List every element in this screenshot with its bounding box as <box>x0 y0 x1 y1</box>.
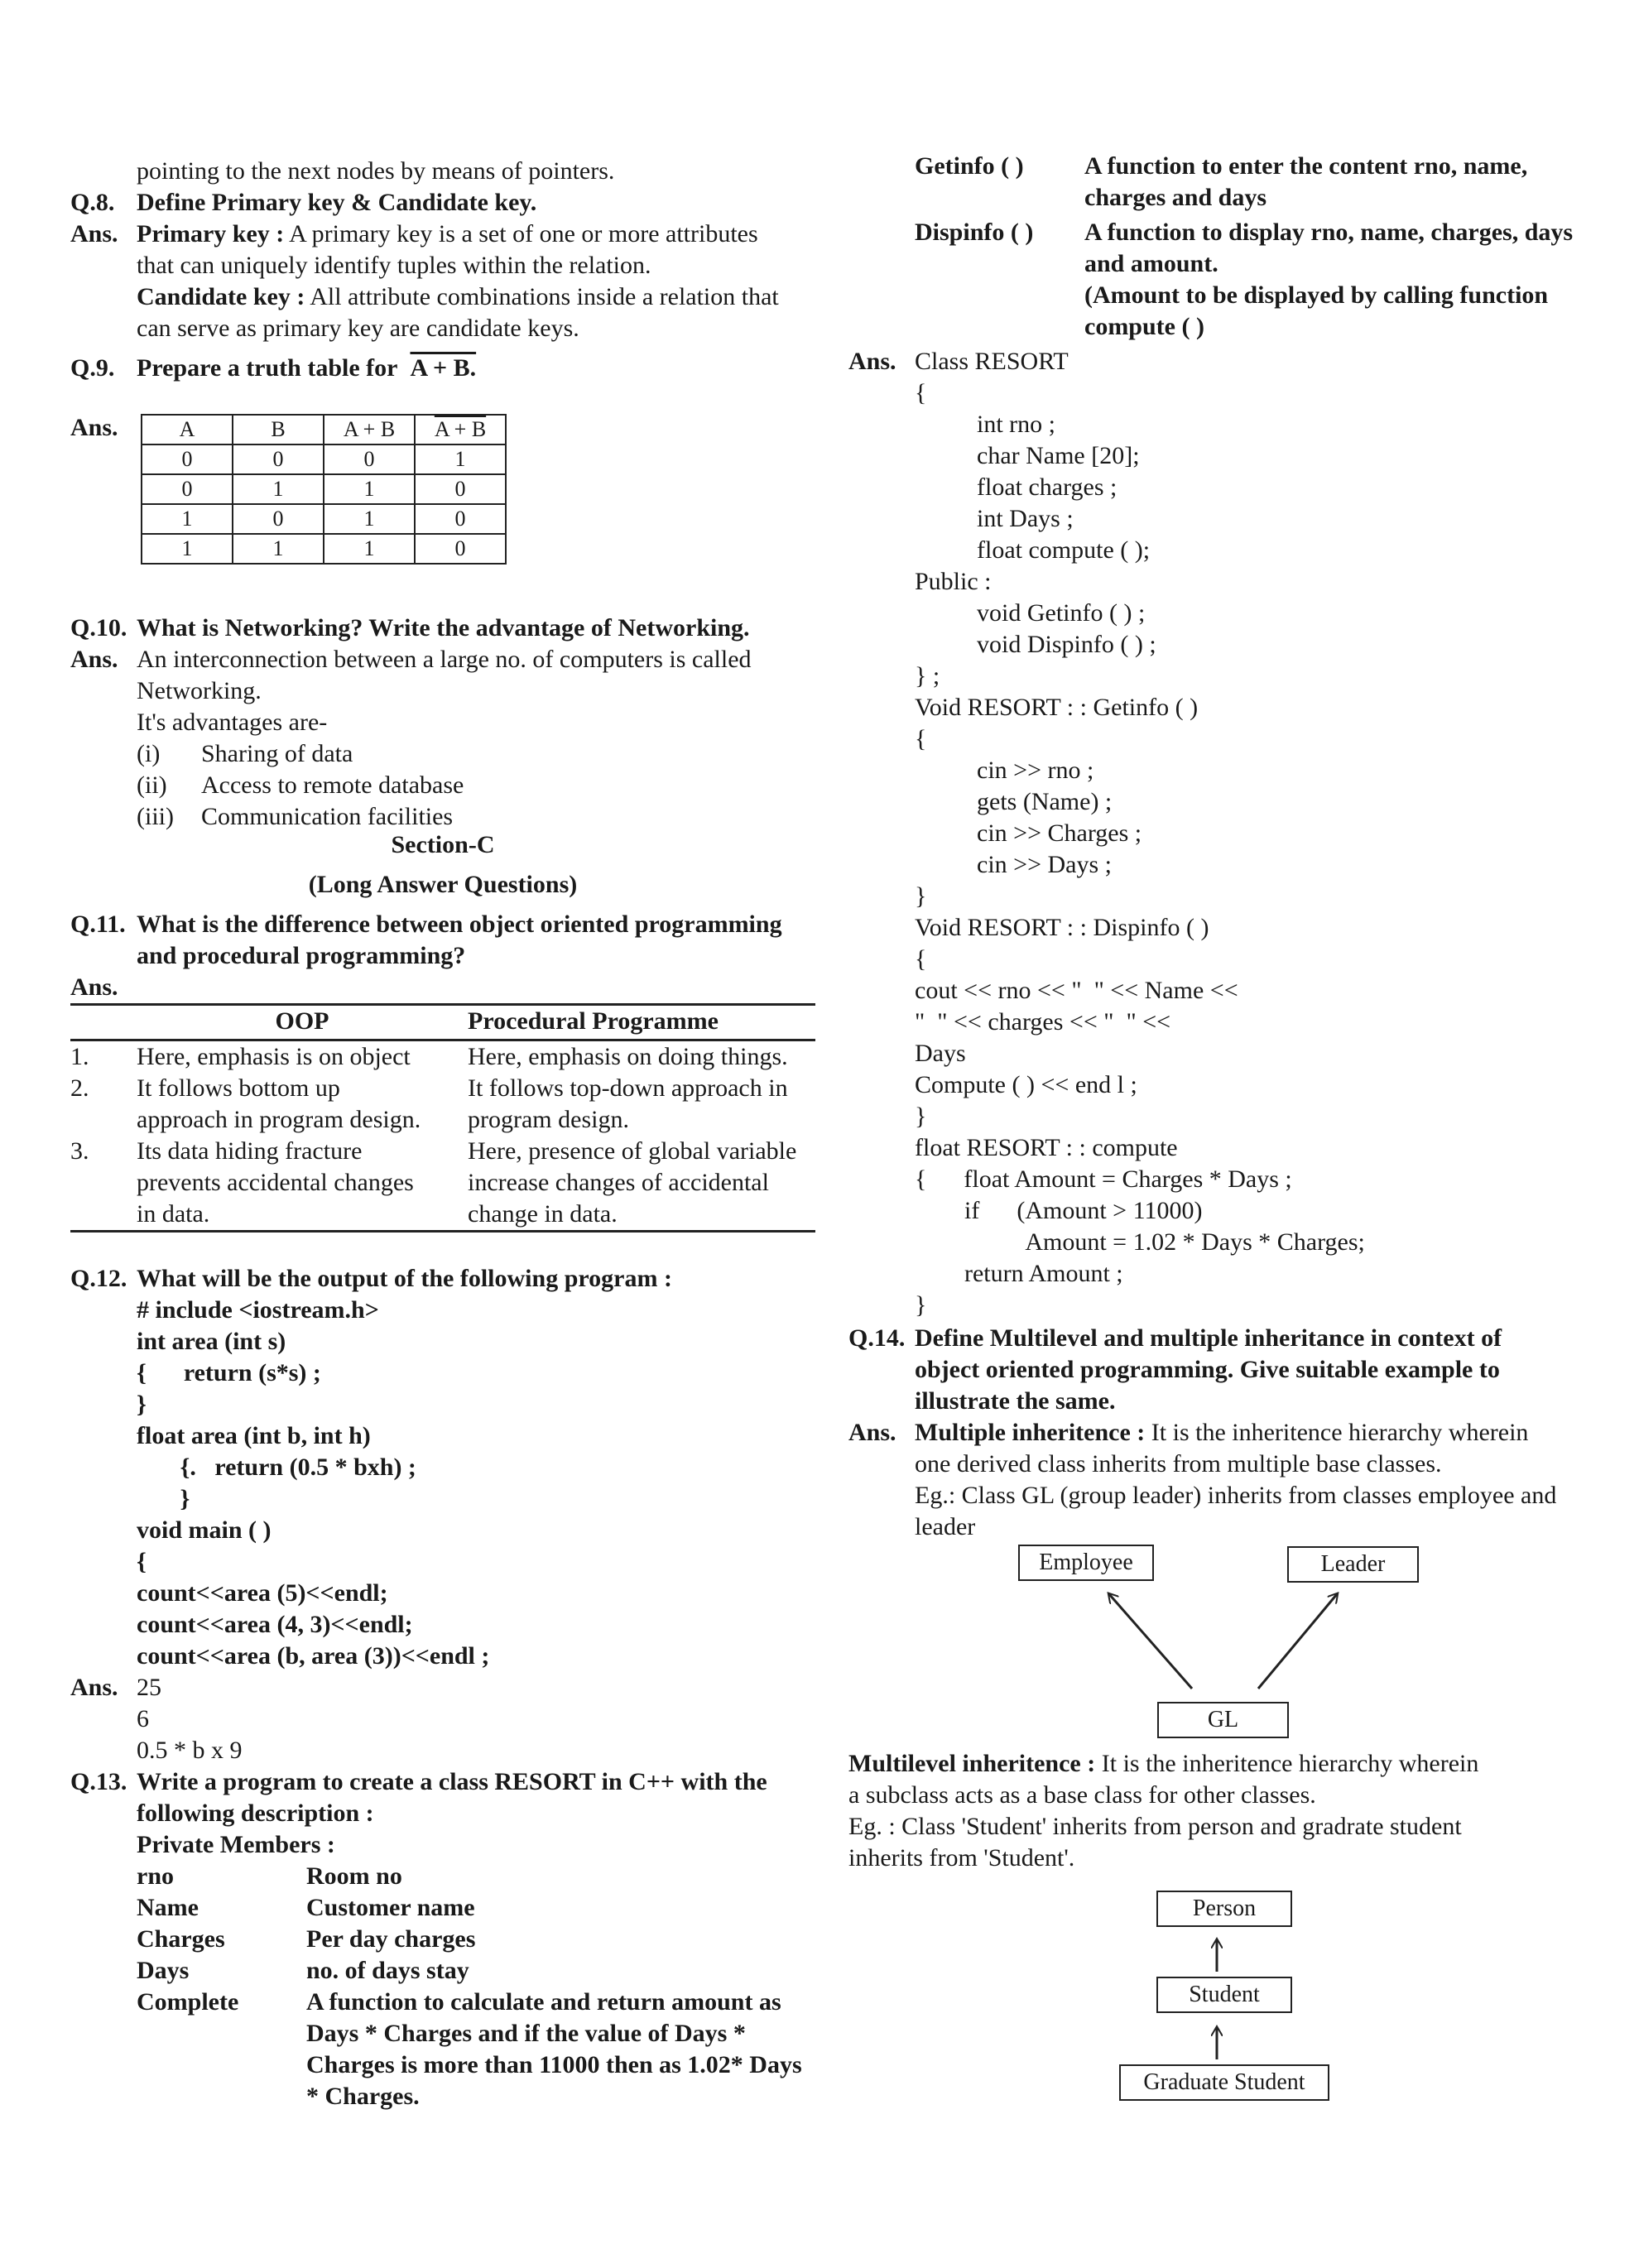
code-line: { <box>915 945 927 973</box>
candidate-key-text-2: can serve as primary key are candidate keys. <box>137 315 579 342</box>
truth-table-cell: 0 <box>415 474 506 504</box>
row-number: 3. <box>70 1137 89 1165</box>
primary-key-text-2: that can uniquely identify tuples within the relation. <box>137 252 651 279</box>
output-line: 6 <box>137 1705 149 1732</box>
code-line: float compute ( ); <box>915 536 1151 564</box>
member-desc-line: Days * Charges and if the value of Days * <box>306 2020 746 2047</box>
member-desc-line: A function to calculate and return amount as <box>306 1988 781 2016</box>
member-desc-line: Charges is more than 11000 then as 1.02* Days <box>306 2051 802 2078</box>
row-number: 1. <box>70 1043 89 1070</box>
q10-text: What is Networking? Write the advantage of Networking. <box>137 614 750 641</box>
oop-cell-line: approach in program design. <box>137 1106 421 1133</box>
advantage-number: (iii) <box>137 803 174 830</box>
code-line: } ; <box>915 662 940 690</box>
member-desc-line: Customer name <box>306 1894 475 1921</box>
oop-cell-line: It follows bottom up <box>137 1074 340 1102</box>
dispinfo-line: A function to display rno, name, charges, days <box>1084 219 1574 246</box>
truth-table-cell: 1 <box>233 534 324 564</box>
oop-cell <box>137 1073 468 1136</box>
gl-box: GL <box>1157 1702 1289 1738</box>
header-not-a-or-b: A + B <box>415 415 506 444</box>
section-subtitle: (Long Answer Questions) <box>308 871 578 898</box>
row-number: 2. <box>70 1074 89 1102</box>
member-key: Charges <box>137 1925 225 1953</box>
q14-text-2: object oriented programming. Give suitable example to <box>915 1356 1500 1383</box>
code-line: Public : <box>915 568 992 595</box>
multilevel-term: Multilevel inheritence : <box>848 1750 1096 1777</box>
procedural-cell <box>468 1136 815 1230</box>
code-line: void main ( ) <box>137 1516 272 1544</box>
truth-table-row <box>142 534 506 564</box>
oop-cell <box>137 1136 468 1230</box>
code-line: Class RESORT <box>915 348 1069 375</box>
code-line: int area (int s) <box>137 1328 286 1355</box>
procedural-cell-line: change in data. <box>468 1200 618 1228</box>
q11-question <box>70 909 815 972</box>
candidate-key-term: Candidate key : <box>137 283 305 310</box>
q12-code <box>70 1295 815 1672</box>
q8-text: Define Primary key & Candidate key. <box>137 189 537 216</box>
multilevel-desc <box>848 1748 1593 1874</box>
truth-table-cell: 1 <box>324 534 415 564</box>
dispinfo-key: Dispinfo ( ) <box>915 219 1034 246</box>
q12-number: Q.12. <box>70 1265 127 1292</box>
truth-table-cell: 1 <box>142 504 233 534</box>
member-key: Name <box>137 1894 199 1921</box>
oop-cell <box>137 1041 468 1073</box>
q9-number: Q.9. <box>70 354 115 382</box>
code-line: float RESORT : : compute <box>915 1134 1178 1161</box>
code-line: void Getinfo ( ) ; <box>915 599 1146 627</box>
truth-table-row <box>142 474 506 504</box>
q14-text-3: illustrate the same. <box>915 1387 1116 1415</box>
code-line: count<<area (4, 3)<<endl; <box>137 1611 413 1638</box>
truth-table-cell: 0 <box>142 444 233 474</box>
eg1-line-1: Eg.: Class GL (group leader) inherits from classes employee and <box>915 1482 1557 1509</box>
advantage-item <box>70 801 815 833</box>
member-row <box>70 1955 815 1987</box>
code-line: cin >> Charges ; <box>915 819 1142 847</box>
dispinfo-line: and amount. <box>1084 250 1218 277</box>
q10-ans-1: An interconnection between a large no. of computers is called <box>137 646 752 673</box>
q11-text-1: What is the difference between object oriented programming <box>137 911 782 938</box>
procedural-cell-line: increase changes of accidental <box>468 1169 769 1196</box>
procedural-cell <box>468 1073 815 1136</box>
code-line: {. return (0.5 * bxh) ; <box>137 1454 416 1481</box>
code-line: Void RESORT : : Getinfo ( ) <box>915 694 1199 721</box>
advantage-number: (ii) <box>137 771 167 799</box>
primary-key-term: Primary key : <box>137 220 285 247</box>
multiple-term: Multiple inheritence : <box>915 1419 1146 1446</box>
q10-adv-intro: It's advantages are- <box>137 709 328 736</box>
member-desc <box>306 1861 402 1892</box>
truth-table-cell: 0 <box>233 444 324 474</box>
member-desc-line: * Charges. <box>306 2083 420 2110</box>
code-line: int Days ; <box>915 505 1074 532</box>
code-line: " " << charges << " " << <box>915 1008 1171 1035</box>
intro-line: pointing to the next nodes by means of pointers. <box>137 157 615 185</box>
code-line: float charges ; <box>915 473 1118 501</box>
member-desc-line: no. of days stay <box>306 1957 469 1984</box>
truth-table-header <box>142 415 506 444</box>
q10-ans-label: Ans. <box>70 646 118 673</box>
procedural-cell-line: program design. <box>468 1106 629 1133</box>
truth-table-row <box>142 504 506 534</box>
code-line: Void RESORT : : Dispinfo ( ) <box>915 914 1209 941</box>
candidate-key-text-1: All attribute combinations inside a relation that <box>310 283 779 310</box>
code-line: Days <box>915 1040 966 1067</box>
advantage-text: Access to remote database <box>201 771 464 799</box>
member-row <box>70 1924 815 1955</box>
member-key: Complete <box>137 1988 239 2016</box>
code-line: float area (int b, int h) <box>137 1422 371 1449</box>
inheritance-arrows <box>848 0 1593 2268</box>
procedural-cell-line: Here, emphasis on doing things. <box>468 1043 788 1070</box>
oop-table-row <box>70 1041 815 1073</box>
q11-text-2: and procedural programming? <box>137 942 466 969</box>
q10-ans-2: Networking. <box>137 677 262 704</box>
output-line: 25 <box>137 1674 161 1701</box>
getinfo-line: charges and days <box>1084 184 1267 211</box>
member-desc <box>306 1924 475 1955</box>
code-line: Compute ( ) << end l ; <box>915 1071 1137 1098</box>
student-box: Student <box>1156 1977 1292 2013</box>
multiple-text-2: one derived class inherits from multiple base classes. <box>915 1450 1442 1478</box>
code-line: { <box>915 725 927 752</box>
truth-table-cell: 1 <box>142 534 233 564</box>
truth-table-cell: 0 <box>415 504 506 534</box>
dispinfo-line: (Amount to be displayed by calling function <box>1084 281 1549 309</box>
code-line: } <box>137 1391 147 1418</box>
member-desc <box>306 1955 469 1987</box>
truth-table <box>141 414 507 565</box>
truth-table-cell: 0 <box>142 474 233 504</box>
q13-right-ans-label: Ans. <box>848 348 896 375</box>
member-desc-line: Room no <box>306 1862 402 1890</box>
dispinfo-line: compute ( ) <box>1084 313 1204 340</box>
code-line: void Dispinfo ( ) ; <box>915 631 1156 658</box>
person-box: Person <box>1156 1891 1292 1927</box>
code-line: } <box>915 1291 927 1319</box>
leader-box: Leader <box>1287 1546 1419 1583</box>
member-row <box>70 1892 815 1924</box>
member-row <box>70 1861 815 1892</box>
q9-ans-label: Ans. <box>70 414 118 441</box>
getinfo-key: Getinfo ( ) <box>915 152 1024 180</box>
code-line: } <box>915 1103 927 1130</box>
code-line: cin >> Days ; <box>915 851 1112 878</box>
getinfo-line: A function to enter the content rno, name, <box>1084 152 1528 180</box>
oop-table <box>70 1003 815 1233</box>
code-line: count<<area (b, area (3))<<endl ; <box>137 1642 490 1670</box>
member-key: Days <box>137 1957 190 1984</box>
multiple-text-1: It is the inheritence hierarchy wherein <box>1151 1419 1529 1446</box>
q9-expression: A + B. <box>410 354 477 382</box>
truth-table-cell: 1 <box>233 474 324 504</box>
code-line: { <box>915 379 927 406</box>
advantage-text: Sharing of data <box>201 740 353 767</box>
q13-text-1: Write a program to create a class RESORT in C++ with the <box>137 1768 767 1795</box>
q11-ans-label: Ans. <box>70 973 118 1001</box>
q9-text: Prepare a truth table for <box>137 354 398 382</box>
truth-table-cell: 0 <box>324 444 415 474</box>
code-line: cout << rno << " " << Name << <box>915 977 1238 1004</box>
truth-table-cell: 1 <box>324 474 415 504</box>
q13-number: Q.13. <box>70 1768 127 1795</box>
q14-number: Q.14. <box>848 1324 906 1352</box>
q10-answer <box>70 644 815 833</box>
output-line: 0.5 * b x 9 <box>137 1737 243 1764</box>
member-desc-line: Per day charges <box>306 1925 476 1953</box>
q9-question <box>70 353 815 384</box>
advantage-item <box>70 770 815 801</box>
q8-number: Q.8. <box>70 189 115 216</box>
code-line: cin >> rno ; <box>915 757 1094 784</box>
advantage-number: (i) <box>137 740 161 767</box>
q13-text-2: following description : <box>137 1800 374 1827</box>
oop-cell-line: prevents accidental changes <box>137 1169 414 1196</box>
code-line: count<<area (5)<<endl; <box>137 1579 388 1607</box>
q8-answer <box>70 219 815 344</box>
code-line: { float Amount = Charges * Days ; <box>915 1165 1292 1193</box>
truth-table-cell: 1 <box>415 444 506 474</box>
q11-number: Q.11. <box>70 911 126 938</box>
q12-ans-label: Ans. <box>70 1674 118 1701</box>
arrow-gl-to-employee <box>1109 1594 1192 1689</box>
q12-text: What will be the output of the following program : <box>137 1265 672 1292</box>
oop-cell-line: in data. <box>137 1200 210 1228</box>
code-line: { <box>137 1548 147 1575</box>
header-a: A <box>142 415 233 444</box>
code-line: } <box>915 882 927 910</box>
q8-question <box>70 187 815 219</box>
oop-table-row <box>70 1136 815 1230</box>
q13-question <box>70 1766 815 2112</box>
code-line: } <box>137 1485 190 1512</box>
advantage-item <box>70 738 815 770</box>
q12-question <box>70 1263 815 1295</box>
q12-answer <box>70 1672 815 1766</box>
graduate-student-box: Graduate Student <box>1119 2064 1329 2101</box>
truth-table-cell: 0 <box>415 534 506 564</box>
truth-table-row <box>142 444 506 474</box>
q8-ans-label: Ans. <box>70 220 118 247</box>
procedural-cell <box>468 1041 815 1073</box>
header-b: B <box>233 415 324 444</box>
code-line: int rno ; <box>915 411 1055 438</box>
oop-table-row <box>70 1073 815 1136</box>
procedural-cell-line: It follows top-down approach in <box>468 1074 788 1102</box>
code-line: return Amount ; <box>915 1260 1123 1287</box>
section-title: Section-C <box>391 831 495 858</box>
truth-table-cell: 1 <box>324 504 415 534</box>
eg2-line-2: inherits from 'Student'. <box>848 1844 1075 1872</box>
procedural-col-header: Procedural Programme <box>468 1007 719 1035</box>
member-desc <box>306 1892 475 1924</box>
primary-key-text-1: A primary key is a set of one or more attributes <box>289 220 758 247</box>
code-line: # include <iostream.h> <box>137 1296 379 1324</box>
code-line: gets (Name) ; <box>915 788 1113 815</box>
code-line: Amount = 1.02 * Days * Charges; <box>915 1228 1365 1256</box>
private-members-label: Private Members : <box>137 1831 335 1858</box>
oop-col-header: OOP <box>275 1007 329 1035</box>
code-line: char Name [20]; <box>915 442 1140 469</box>
oop-table-header <box>70 1006 815 1039</box>
q14-ans-label: Ans. <box>848 1419 896 1446</box>
procedural-cell-line: Here, presence of global variable <box>468 1137 797 1165</box>
employee-box: Employee <box>1018 1545 1154 1581</box>
code-line: if (Amount > 11000) <box>915 1197 1203 1224</box>
multilevel-text-1: It is the inheritence hierarchy wherein <box>1101 1750 1479 1777</box>
q10-question <box>70 613 815 644</box>
header-a-or-b: A + B <box>324 415 415 444</box>
arrow-gl-to-leader <box>1258 1594 1337 1689</box>
q14-text-1: Define Multilevel and multiple inheritance in context of <box>915 1324 1502 1352</box>
truth-table-cell: 0 <box>233 504 324 534</box>
member-desc <box>306 1987 802 2112</box>
member-key: rno <box>137 1862 174 1890</box>
code-line: { return (s*s) ; <box>137 1359 321 1386</box>
oop-cell-line: Its data hiding fracture <box>137 1137 363 1165</box>
q10-number: Q.10. <box>70 614 127 641</box>
eg1-line-2: leader <box>915 1513 976 1540</box>
eg2-line-1: Eg. : Class 'Student' inherits from person and gradrate student <box>848 1813 1462 1840</box>
multilevel-text-2: a subclass acts as a base class for other classes. <box>848 1781 1316 1809</box>
member-row <box>70 1987 815 2112</box>
advantage-text: Communication facilities <box>201 803 454 830</box>
oop-cell-line: Here, emphasis is on object <box>137 1043 411 1070</box>
